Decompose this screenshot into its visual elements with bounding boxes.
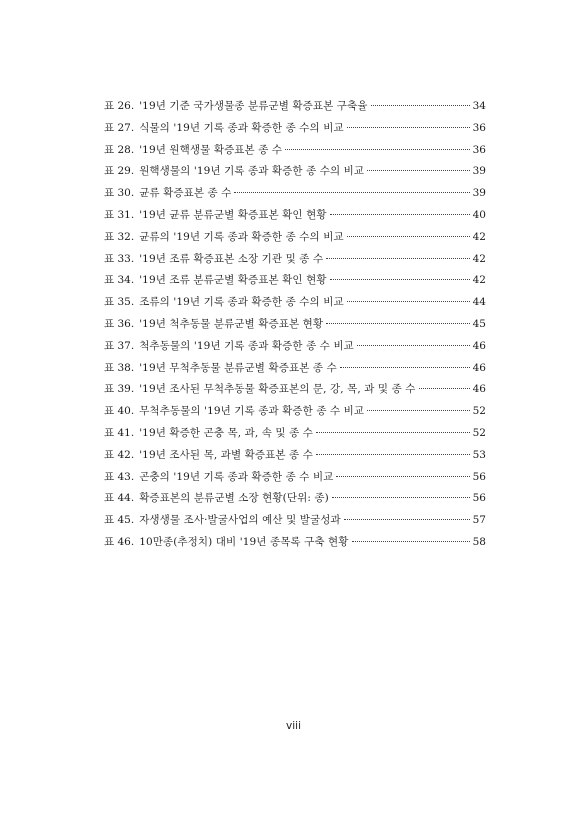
- toc-entry-page-number: 56: [472, 470, 486, 483]
- toc-entry[interactable]: [104, 227, 486, 249]
- toc-entry-label: 표 29.: [104, 165, 135, 178]
- dot-leader: [316, 426, 470, 433]
- toc-entry-title: '19년 조사된 무척추동물 확증표본의 문, 강, 목, 과 및 종 수: [139, 383, 416, 396]
- toc-entry-page-number: 46: [472, 383, 486, 396]
- toc-entry-page-number: 57: [472, 514, 486, 527]
- toc-entry-page-number: 56: [472, 492, 486, 505]
- dot-leader: [332, 491, 470, 498]
- dot-leader: [234, 186, 470, 193]
- table-of-tables-list: [104, 96, 486, 554]
- dot-leader: [285, 143, 470, 150]
- toc-entry-page-number: 42: [472, 252, 486, 265]
- toc-entry[interactable]: [104, 336, 486, 358]
- dot-leader: [330, 273, 470, 280]
- toc-entry-page-number: 46: [472, 339, 486, 352]
- toc-entry-title: '19년 확증한 곤충 목, 과, 속 및 종 수: [139, 426, 314, 439]
- toc-entry-label: 표 44.: [104, 492, 135, 505]
- toc-entry-title: 무척추동물의 '19년 기록 종과 확증한 종 수 비교: [139, 405, 365, 418]
- toc-entry-page-number: 58: [472, 535, 486, 548]
- dot-leader: [336, 470, 470, 477]
- toc-entry-page-number: 42: [472, 230, 486, 243]
- toc-entry[interactable]: [104, 510, 486, 532]
- toc-entry-title: 곤충의 '19년 기록 종과 확증한 종 수 비교: [139, 470, 334, 483]
- toc-entry-label: 표 42.: [104, 448, 135, 461]
- dot-leader: [316, 448, 470, 455]
- toc-entry-page-number: 34: [472, 100, 486, 112]
- toc-entry-page-number: 40: [472, 208, 486, 221]
- toc-entry-label: 표 37.: [104, 339, 135, 352]
- toc-entry-page-number: 52: [472, 405, 486, 418]
- toc-entry-label: 표 40.: [104, 405, 135, 418]
- toc-entry-page-number: 36: [472, 143, 486, 156]
- toc-entry[interactable]: [104, 270, 486, 292]
- toc-entry[interactable]: [104, 445, 486, 467]
- toc-entry-label: 표 30.: [104, 187, 135, 200]
- toc-entry-label: 표 34.: [104, 274, 135, 287]
- toc-entry[interactable]: [104, 488, 486, 510]
- toc-entry[interactable]: [104, 183, 486, 205]
- toc-entry[interactable]: [104, 532, 486, 554]
- toc-entry[interactable]: [104, 118, 486, 140]
- dot-leader: [367, 404, 470, 411]
- toc-entry-page-number: 53: [472, 448, 486, 461]
- toc-entry-label: 표 28.: [104, 143, 135, 156]
- toc-entry[interactable]: [104, 401, 486, 423]
- toc-entry-label: 표 46.: [104, 535, 135, 548]
- toc-entry-label: 표 39.: [104, 383, 135, 396]
- toc-entry[interactable]: [104, 140, 486, 162]
- dot-leader: [340, 361, 470, 368]
- toc-entry-page-number: 42: [472, 274, 486, 287]
- toc-entry-title: '19년 원핵생물 확증표본 종 수: [139, 143, 283, 156]
- toc-entry-page-number: 46: [472, 361, 486, 374]
- toc-entry[interactable]: [104, 379, 486, 401]
- toc-entry-title: 원핵생물의 '19년 기록 종과 확증한 종 수의 비교: [139, 165, 365, 178]
- toc-entry[interactable]: [104, 358, 486, 380]
- dot-leader: [347, 121, 470, 128]
- toc-entry-page-number: 39: [472, 187, 486, 200]
- toc-entry-page-number: 39: [472, 165, 486, 178]
- toc-entry-title: 자생생물 조사·발굴사업의 예산 및 발굴성과: [139, 514, 341, 527]
- toc-entry-label: 표 31.: [104, 208, 135, 221]
- toc-entry-label: 표 41.: [104, 426, 135, 439]
- toc-entry-label: 표 33.: [104, 252, 135, 265]
- toc-entry-label: 표 26.: [104, 100, 135, 112]
- toc-entry-title: '19년 조류 분류군별 확증표본 확인 현황: [139, 274, 327, 287]
- dot-leader: [326, 317, 470, 324]
- toc-entry-title: 균류 확증표본 종 수: [139, 187, 232, 200]
- page-number: viii: [286, 720, 301, 732]
- toc-entry[interactable]: [104, 314, 486, 336]
- toc-entry[interactable]: [104, 423, 486, 445]
- toc-entry-title: 10만종(추정치) 대비 '19년 종목록 구축 현황: [139, 535, 349, 548]
- toc-entry-page-number: 45: [472, 317, 486, 330]
- toc-entry-page-number: 36: [472, 121, 486, 134]
- dot-leader: [367, 164, 470, 171]
- toc-entry-title: '19년 균류 분류군별 확증표본 확인 현황: [139, 208, 327, 221]
- toc-entry-label: 표 43.: [104, 470, 135, 483]
- toc-entry-title: 조류의 '19년 기록 종과 확증한 종 수의 비교: [139, 296, 344, 309]
- toc-entry[interactable]: [104, 96, 486, 118]
- toc-entry-label: 표 27.: [104, 121, 135, 134]
- toc-entry[interactable]: [104, 205, 486, 227]
- toc-entry[interactable]: [104, 249, 486, 271]
- toc-entry-label: 표 36.: [104, 317, 135, 330]
- dot-leader: [330, 208, 470, 215]
- toc-entry[interactable]: [104, 467, 486, 489]
- dot-leader: [326, 252, 470, 259]
- dot-leader: [347, 295, 470, 302]
- dot-leader: [419, 382, 470, 389]
- dot-leader: [344, 513, 470, 520]
- toc-entry-page-number: 44: [472, 296, 486, 309]
- toc-entry-label: 표 32.: [104, 230, 135, 243]
- toc-entry-title: '19년 척추동물 분류군별 확증표본 현황: [139, 317, 324, 330]
- toc-entry[interactable]: [104, 161, 486, 183]
- toc-entry-title: 식물의 '19년 기록 종과 확증한 종 수의 비교: [139, 121, 344, 134]
- dot-leader: [357, 339, 470, 346]
- toc-entry-title: 확증표본의 분류군별 소장 현황(단위: 종): [139, 492, 329, 505]
- toc-entry-title: 균류의 '19년 기록 종과 확증한 종 수의 비교: [139, 230, 344, 243]
- toc-entry-page-number: 52: [472, 426, 486, 439]
- toc-entry-title: 척추동물의 '19년 기록 종과 확증한 종 수 비교: [139, 339, 354, 352]
- toc-entry-title: '19년 무척추동물 분류군별 확증표본 종 수: [139, 361, 337, 374]
- toc-entry-title: '19년 조사된 목, 과별 확증표본 종 수: [139, 448, 313, 461]
- dot-leader: [347, 230, 470, 237]
- toc-entry-label: 표 45.: [104, 514, 135, 527]
- toc-entry[interactable]: [104, 292, 486, 314]
- toc-entry-title: '19년 조류 확증표본 소장 기관 및 종 수: [139, 252, 324, 265]
- dot-leader: [352, 535, 470, 542]
- dot-leader: [371, 99, 470, 106]
- toc-entry-title: '19년 기준 국가생물종 분류군별 확증표본 구축율: [139, 100, 368, 112]
- toc-entry-label: 표 35.: [104, 296, 135, 309]
- toc-entry-label: 표 38.: [104, 361, 135, 374]
